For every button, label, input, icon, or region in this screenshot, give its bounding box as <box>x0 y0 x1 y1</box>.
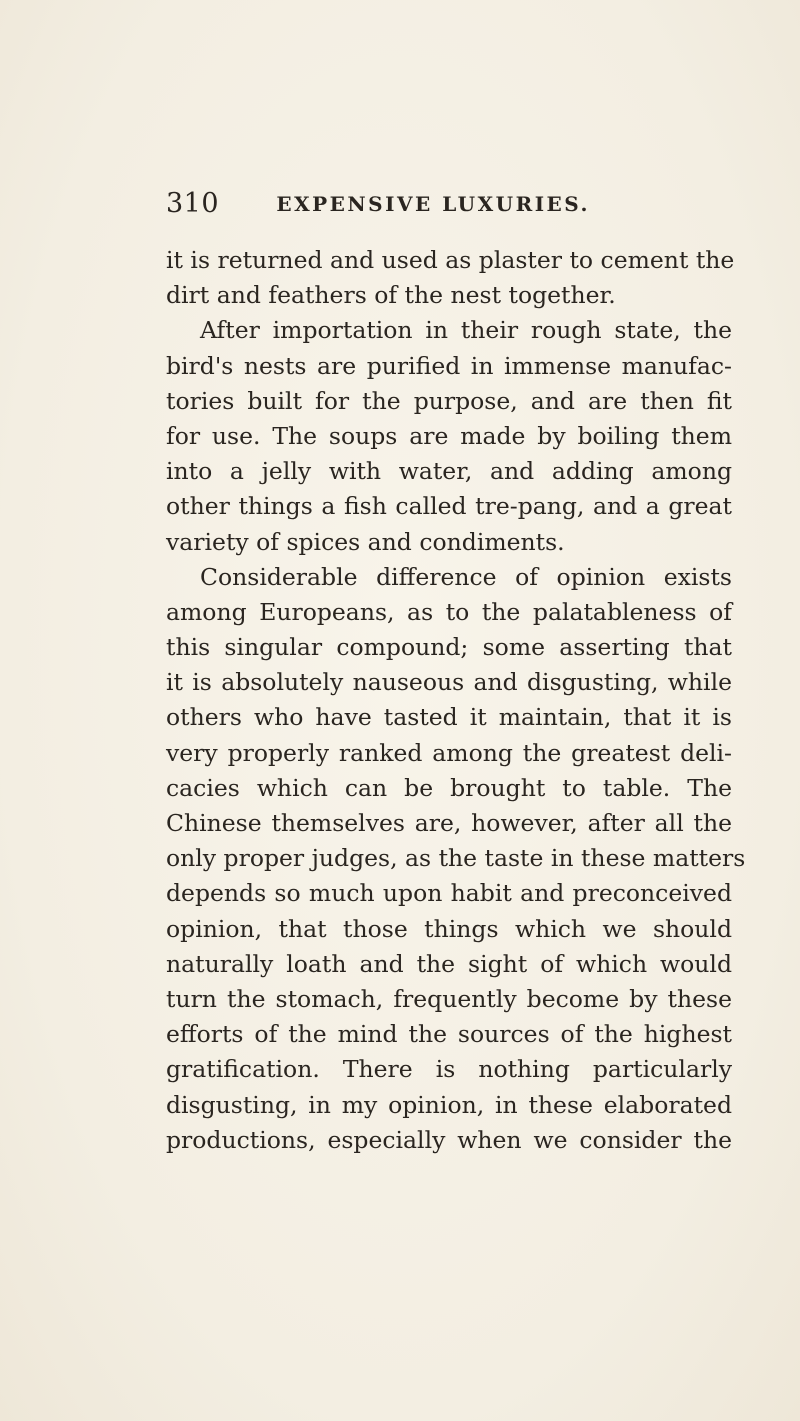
text-line: variety of spices and condiments. <box>166 527 565 556</box>
page-number: 310 <box>166 188 220 219</box>
text-line: opinion, that those things which we should <box>166 914 732 943</box>
text-line: tories built for the purpose, and are then fit <box>166 386 732 415</box>
text-line: gratification. There is nothing particularly <box>166 1055 732 1084</box>
text-line: into a jelly with water, and adding among <box>166 457 732 486</box>
text-line: it is returned and used as plaster to cement the <box>166 246 735 274</box>
running-head: EXPENSIVE LUXURIES. <box>276 192 590 216</box>
text-line: depends so much upon habit and preconceived <box>166 879 732 908</box>
text-line: disgusting, in my opinion, in these elaborated <box>166 1090 732 1119</box>
text-line: Considerable difference of opinion exists <box>200 562 732 591</box>
page-header <box>166 188 590 228</box>
body-text <box>166 243 746 1158</box>
text-line: this singular compound; some asserting that <box>166 633 732 662</box>
text-line: very properly ranked among the greatest deli- <box>166 738 732 767</box>
text-line: cacies which can be brought to table. The <box>166 773 732 802</box>
text-line: among Europeans, as to the palatableness of <box>166 597 732 626</box>
text-line: Chinese themselves are, however, after all the <box>166 809 732 837</box>
text-line: for use. The soups are made by boiling them <box>166 421 732 450</box>
text-line: productions, especially when we consider the <box>166 1125 732 1154</box>
text-line: turn the stomach, frequently become by these <box>166 984 732 1013</box>
text-line: other things a fish called tre-pang, and a great <box>166 492 732 521</box>
text-line: efforts of the mind the sources of the highest <box>166 1020 732 1049</box>
text-line: others who have tasted it maintain, that it is <box>166 703 732 732</box>
text-line: After importation in their rough state, the <box>200 316 732 345</box>
text-line: it is absolutely nauseous and disgusting, while <box>166 668 732 697</box>
text-line: naturally loath and the sight of which would <box>166 949 732 978</box>
text-line: dirt and feathers of the nest together. <box>166 281 616 310</box>
text-line: bird's nests are purified in immense manufac- <box>166 351 732 380</box>
text-line: only proper judges, as the taste in these matters <box>166 844 746 873</box>
